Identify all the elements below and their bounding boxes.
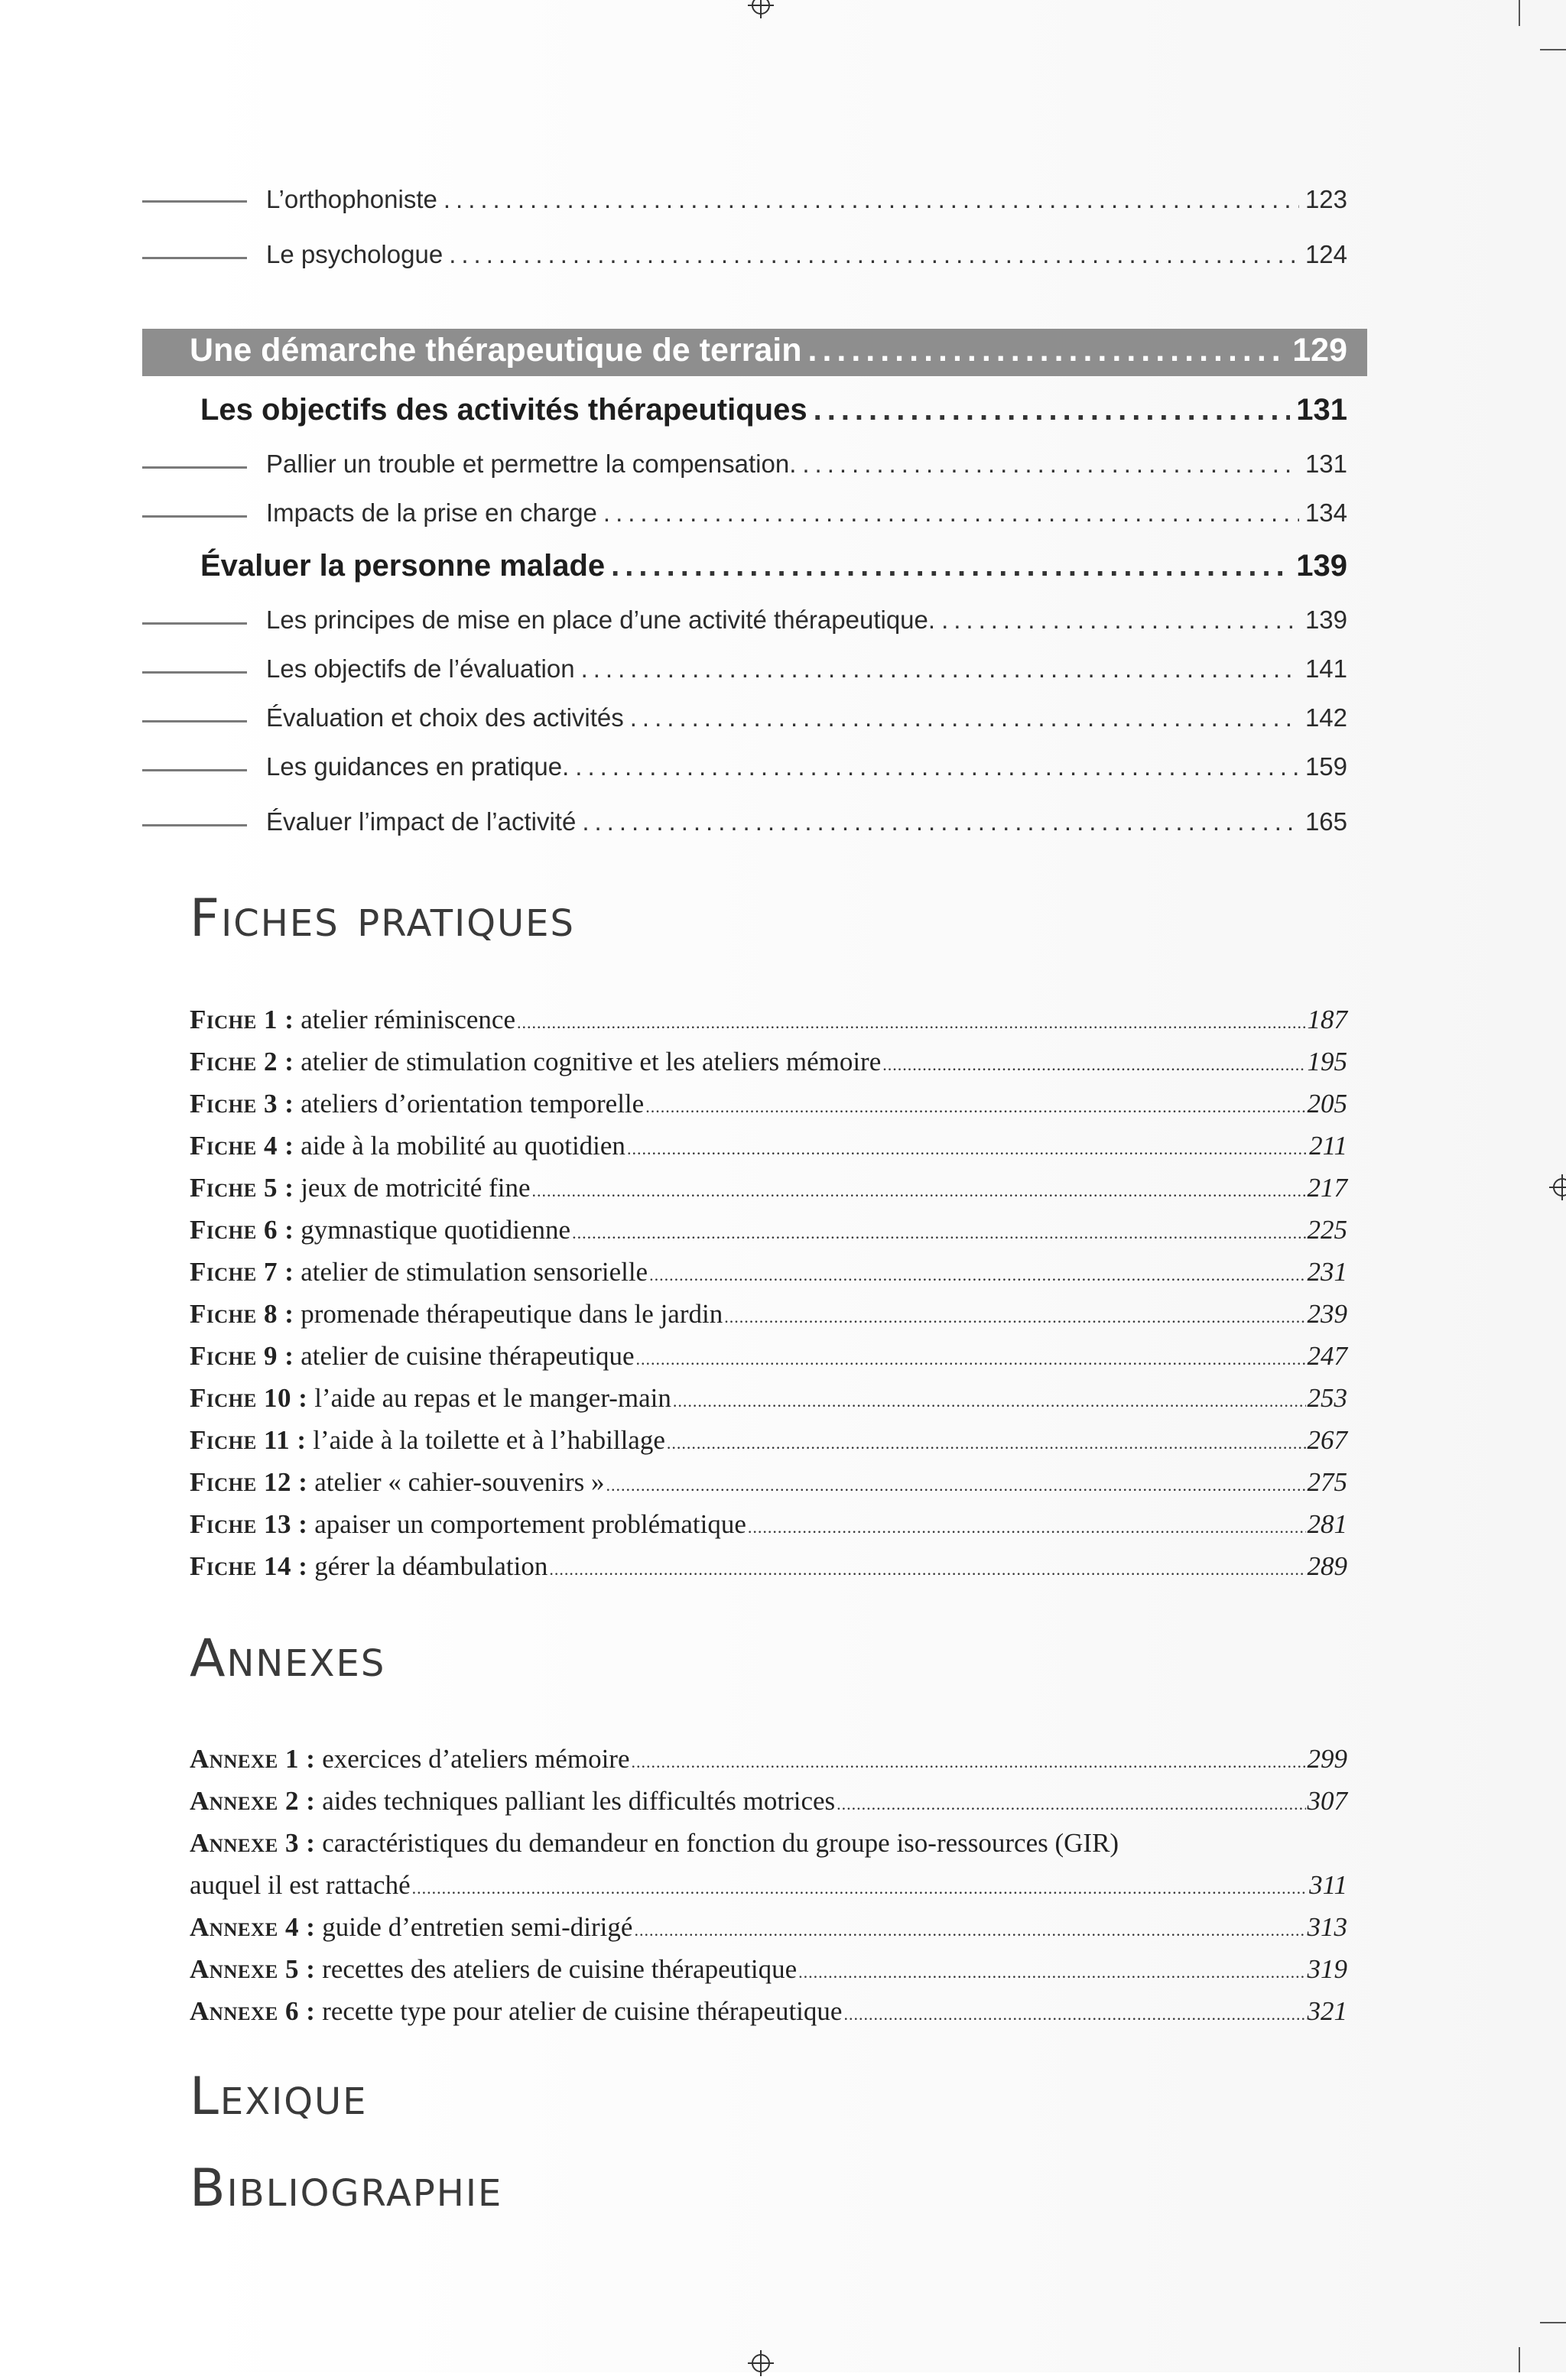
fiche-tag: Fiche 10 : xyxy=(190,1383,308,1413)
entry-rule xyxy=(142,200,247,203)
leader-dots xyxy=(748,1518,1306,1537)
fiche-text: atelier « cahier-souvenirs » xyxy=(314,1467,605,1497)
toc-entry-label: Le psychologue xyxy=(266,240,443,268)
fiche-entry[interactable] xyxy=(190,1467,1347,1498)
annexe-text: recettes des ateliers de cuisine thérapeutique xyxy=(322,1954,798,1984)
leader-dots xyxy=(630,703,1299,732)
toc-entry-page: 123 xyxy=(1304,185,1347,213)
toc-entry-page: 165 xyxy=(1304,807,1347,836)
fiche-entry[interactable] xyxy=(190,1341,1347,1372)
fiche-text: gérer la déambulation xyxy=(314,1551,548,1581)
fiche-text: promenade thérapeutique dans le jardin xyxy=(301,1299,723,1329)
leader-dots xyxy=(882,1055,1305,1075)
fiche-tag: Fiche 11 : xyxy=(190,1425,307,1455)
fiche-entry[interactable] xyxy=(190,1299,1347,1330)
fiche-page: 225 xyxy=(1307,1215,1347,1245)
toc-entry-label: Les principes de mise en place d’une activité thérapeutique. xyxy=(266,606,936,634)
toc-entry-page: 124 xyxy=(1304,240,1347,268)
fiche-text: atelier de stimulation sensorielle xyxy=(301,1257,648,1287)
leader-dots xyxy=(673,1391,1306,1411)
toc-entry[interactable] xyxy=(266,450,1347,479)
fiche-text: jeux de motricité fine xyxy=(301,1173,531,1203)
fiche-entry[interactable] xyxy=(190,1425,1347,1456)
annexe-text: exercices d’ateliers mémoire xyxy=(322,1744,630,1774)
crop-mark-bottom-right xyxy=(1519,2347,1520,2372)
leader-dots xyxy=(517,1013,1305,1033)
leader-dots xyxy=(837,1794,1305,1814)
leader-dots xyxy=(549,1560,1305,1580)
annexe-page: 299 xyxy=(1307,1744,1347,1774)
bibliographie-heading[interactable]: Bibliographie xyxy=(190,2158,503,2219)
toc-entry-label: Évaluer l’impact de l’activité xyxy=(266,807,577,836)
toc-entry-label: Les guidances en pratique. xyxy=(266,752,570,781)
toc-entry-label: Impacts de la prise en charge xyxy=(266,498,597,527)
fiche-text: gymnastique quotidienne xyxy=(301,1215,571,1245)
fiche-text: atelier de stimulation cognitive et les ateliers mémoire xyxy=(301,1047,882,1076)
annexe-tag: Annexe 3 : xyxy=(190,1828,316,1858)
leader-dots xyxy=(645,1097,1305,1117)
annexes-heading: Annexes xyxy=(190,1628,386,1689)
section-entry[interactable] xyxy=(200,393,1347,427)
annexe-entry-continued[interactable] xyxy=(190,1870,1347,1901)
leader-dots xyxy=(443,185,1299,214)
entry-rule xyxy=(142,720,247,722)
crop-mark-top-right-h xyxy=(1540,49,1566,50)
fiche-page: 217 xyxy=(1307,1173,1347,1203)
leader-dots xyxy=(941,606,1299,635)
chapter-entry[interactable] xyxy=(190,332,1347,369)
crop-mark-top-right xyxy=(1519,0,1520,26)
leader-dots xyxy=(603,498,1299,528)
toc-entry[interactable] xyxy=(266,240,1347,269)
fiche-text: aide à la mobilité au quotidien xyxy=(301,1131,625,1161)
fiche-text: atelier de cuisine thérapeutique xyxy=(301,1341,635,1371)
entry-rule xyxy=(142,769,247,771)
annexe-page: 307 xyxy=(1307,1786,1347,1816)
toc-entry[interactable] xyxy=(266,703,1347,732)
annexe-entry[interactable] xyxy=(190,1786,1347,1817)
annexe-tag: Annexe 4 : xyxy=(190,1912,316,1942)
annexe-entry[interactable] xyxy=(190,1954,1347,1985)
annexe-text-line2: auquel il est rattaché xyxy=(190,1870,411,1900)
fiche-tag: Fiche 6 : xyxy=(190,1215,294,1245)
leader-dots xyxy=(575,752,1299,781)
fiche-entry[interactable] xyxy=(190,1383,1347,1414)
leader-dots xyxy=(572,1223,1305,1243)
section-page: 139 xyxy=(1296,549,1347,583)
fiche-text: atelier réminiscence xyxy=(301,1005,516,1034)
fiche-tag: Fiche 12 : xyxy=(190,1467,308,1497)
fiche-page: 253 xyxy=(1307,1383,1347,1413)
annexe-page: 311 xyxy=(1309,1870,1347,1900)
fiche-tag: Fiche 4 : xyxy=(190,1131,294,1161)
leader-dots xyxy=(814,393,1291,427)
toc-entry-label: Pallier un trouble et permettre la compensation. xyxy=(266,450,797,478)
fiche-tag: Fiche 7 : xyxy=(190,1257,294,1287)
leader-dots xyxy=(449,240,1299,269)
toc-entry-page: 141 xyxy=(1304,654,1347,683)
fiche-page: 205 xyxy=(1307,1089,1347,1119)
annexe-entry-multiline[interactable] xyxy=(190,1828,1119,1859)
fiche-entry[interactable] xyxy=(190,1551,1347,1582)
fiche-tag: Fiche 8 : xyxy=(190,1299,294,1329)
fiche-entry[interactable] xyxy=(190,1047,1347,1077)
entry-rule xyxy=(142,515,247,518)
annexe-tag: Annexe 1 : xyxy=(190,1744,316,1774)
toc-entry[interactable] xyxy=(266,654,1347,683)
toc-entry-label: L’orthophoniste xyxy=(266,185,437,213)
chapter-banner xyxy=(142,329,1367,376)
annexe-text-line1: caractéristiques du demandeur en fonction du groupe iso-ressources (GIR) xyxy=(322,1828,1119,1858)
leader-dots xyxy=(649,1265,1305,1285)
chapter-title: Une démarche thérapeutique de terrain xyxy=(190,332,802,369)
fiche-page: 281 xyxy=(1307,1509,1347,1539)
leader-dots xyxy=(532,1181,1306,1201)
leader-dots xyxy=(627,1139,1308,1159)
annexe-entry[interactable] xyxy=(190,1912,1347,1943)
fiche-tag: Fiche 13 : xyxy=(190,1509,308,1539)
annexe-entry[interactable] xyxy=(190,1744,1347,1774)
annexe-page: 313 xyxy=(1307,1912,1347,1942)
leader-dots xyxy=(843,2005,1305,2024)
entry-rule xyxy=(142,824,247,826)
fiche-page: 195 xyxy=(1307,1047,1347,1076)
annexe-entry[interactable] xyxy=(190,1996,1347,2027)
leader-dots xyxy=(606,1476,1305,1495)
fiche-entry[interactable] xyxy=(190,1509,1347,1540)
annexe-tag: Annexe 6 : xyxy=(190,1996,316,2026)
fiche-entry[interactable] xyxy=(190,1089,1347,1119)
toc-entry[interactable] xyxy=(266,606,1347,635)
toc-entry[interactable] xyxy=(266,498,1347,528)
fiche-text: ateliers d’orientation temporelle xyxy=(301,1089,645,1119)
section-entry[interactable] xyxy=(200,549,1347,583)
fiche-text: l’aide au repas et le manger-main xyxy=(314,1383,671,1413)
fiche-tag: Fiche 1 : xyxy=(190,1005,294,1034)
section-page: 131 xyxy=(1296,393,1347,427)
fiche-entry[interactable] xyxy=(190,1257,1347,1287)
fiche-page: 187 xyxy=(1307,1005,1347,1034)
fiche-entry[interactable] xyxy=(190,1005,1347,1035)
toc-entry[interactable] xyxy=(266,752,1347,781)
annexe-text: aides techniques palliant les difficultés motrices xyxy=(322,1786,836,1816)
fiche-entry[interactable] xyxy=(190,1215,1347,1245)
toc-entry-page: 134 xyxy=(1304,498,1347,527)
fiche-text: l’aide à la toilette et à l’habillage xyxy=(313,1425,665,1455)
toc-entry-page: 142 xyxy=(1304,703,1347,732)
leader-dots xyxy=(808,332,1287,369)
registration-mark-top-icon xyxy=(748,0,774,18)
leader-dots xyxy=(667,1434,1306,1453)
entry-rule xyxy=(142,622,247,625)
fiche-page: 275 xyxy=(1307,1467,1347,1497)
entry-rule xyxy=(142,466,247,469)
toc-entry-label: Évaluation et choix des activités xyxy=(266,703,624,732)
entry-rule xyxy=(142,671,247,674)
fiche-entry[interactable] xyxy=(190,1173,1347,1203)
toc-entry-label: Les objectifs de l’évaluation xyxy=(266,654,575,683)
toc-entry[interactable] xyxy=(266,185,1347,214)
lexique-heading[interactable]: Lexique xyxy=(190,2067,368,2127)
leader-dots xyxy=(631,1752,1305,1772)
fiche-page: 211 xyxy=(1309,1131,1347,1161)
fiche-page: 239 xyxy=(1307,1299,1347,1329)
annexe-page: 321 xyxy=(1307,1996,1347,2026)
fiche-tag: Fiche 5 : xyxy=(190,1173,294,1203)
fiche-page: 231 xyxy=(1307,1257,1347,1287)
section-title: Les objectifs des activités thérapeutiques xyxy=(200,393,807,427)
leader-dots xyxy=(634,1921,1305,1940)
registration-mark-right-icon xyxy=(1549,1174,1566,1200)
fiche-text: apaiser un comportement problématique xyxy=(314,1509,746,1539)
leader-dots xyxy=(802,450,1299,479)
annexe-tag: Annexe 2 : xyxy=(190,1786,316,1816)
leader-dots xyxy=(724,1307,1305,1327)
annexe-page: 319 xyxy=(1307,1954,1347,1984)
fiches-heading: Fiches pratiques xyxy=(190,888,575,949)
fiche-entry[interactable] xyxy=(190,1131,1347,1161)
fiche-tag: Fiche 3 : xyxy=(190,1089,294,1119)
leader-dots xyxy=(582,807,1299,836)
entry-rule xyxy=(142,257,247,259)
leader-dots xyxy=(581,654,1299,683)
crop-mark-bottom-right-h xyxy=(1540,2322,1566,2323)
fiche-tag: Fiche 14 : xyxy=(190,1551,308,1581)
fiche-page: 247 xyxy=(1307,1341,1347,1371)
toc-entry-page: 159 xyxy=(1304,752,1347,781)
toc-entry-page: 131 xyxy=(1304,450,1347,478)
leader-dots xyxy=(412,1878,1308,1898)
annexe-text: guide d’entretien semi-dirigé xyxy=(322,1912,633,1942)
toc-entry[interactable] xyxy=(266,807,1347,836)
chapter-page: 129 xyxy=(1292,332,1347,369)
toc-entry-page: 139 xyxy=(1304,606,1347,634)
annexe-tag: Annexe 5 : xyxy=(190,1954,316,1984)
fiche-tag: Fiche 2 : xyxy=(190,1047,294,1076)
section-title: Évaluer la personne malade xyxy=(200,549,606,583)
annexe-text: recette type pour atelier de cuisine thérapeutique xyxy=(322,1996,843,2026)
leader-dots xyxy=(798,1963,1305,1982)
fiche-page: 267 xyxy=(1307,1425,1347,1455)
fiche-page: 289 xyxy=(1307,1551,1347,1581)
leader-dots xyxy=(636,1349,1306,1369)
leader-dots xyxy=(611,549,1290,583)
fiche-tag: Fiche 9 : xyxy=(190,1341,294,1371)
